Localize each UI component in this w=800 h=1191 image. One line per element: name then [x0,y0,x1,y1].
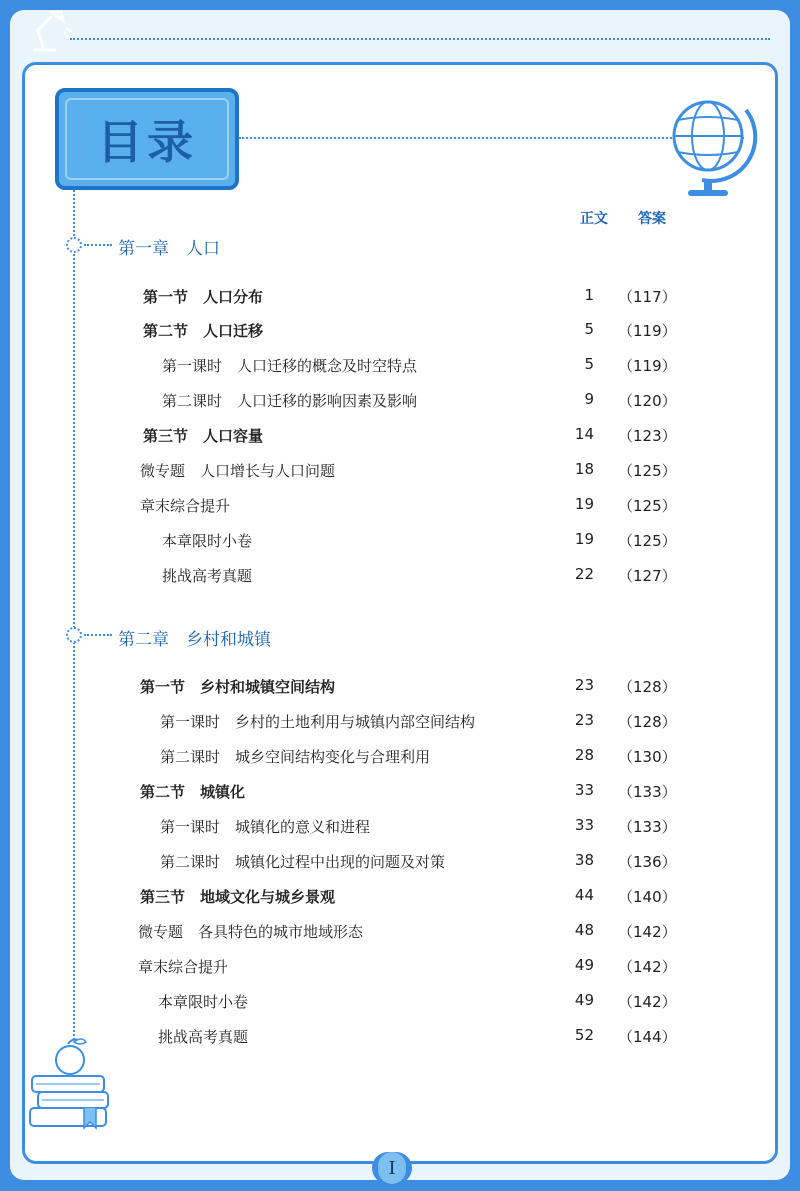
toc-exam[interactable]: 挑战高考真题 [162,567,253,585]
toc-section[interactable]: 第二节 城镇化 [140,783,246,801]
apple-books-icon [22,1036,122,1136]
column-main-header: 正文 [580,211,608,227]
answer-page: （142） [618,923,677,941]
toc-quiz[interactable]: 本章限时小卷 [158,993,249,1011]
page-number: 49 [574,991,594,1009]
page-number: 18 [574,460,594,478]
page-number: 44 [574,886,594,904]
answer-page: （130） [618,748,677,766]
answer-page: （128） [618,713,677,731]
page-title: 目录 [97,115,197,169]
toc-lesson[interactable]: 第一课时 城镇化的意义和进程 [160,818,371,836]
chapter-title[interactable]: 第二章 乡村和城镇 [118,630,271,650]
page-number: 14 [574,425,594,443]
page-number-label: I [378,1152,406,1184]
chapter-title[interactable]: 第一章 人口 [118,239,220,259]
page-number: 22 [574,565,594,583]
toc-exam[interactable]: 挑战高考真题 [158,1028,249,1046]
page-number: 19 [574,495,594,513]
page-number: 48 [574,921,594,939]
toc-section[interactable]: 第一节 人口分布 [143,288,264,306]
page-number: 38 [574,851,594,869]
column-answers-header: 答案 [638,211,666,227]
answer-page: （127） [618,567,677,585]
toc-section[interactable]: 第三节 人口容量 [143,427,264,445]
toc-lesson[interactable]: 第二课时 人口迁移的影响因素及影响 [162,392,418,410]
toc-quiz[interactable]: 本章限时小卷 [162,532,253,550]
answer-page: （128） [618,678,677,696]
lamp-icon [26,6,76,54]
page-number-badge [372,1152,412,1184]
answer-page: （125） [618,462,677,480]
answer-page: （123） [618,427,677,445]
toc-review[interactable]: 章末综合提升 [138,958,229,976]
toc-lesson[interactable]: 第二课时 城乡空间结构变化与合理利用 [160,748,431,766]
answer-page: （119） [618,322,677,340]
answer-page: （133） [618,818,677,836]
toc-review[interactable]: 章末综合提升 [140,497,231,515]
toc-section[interactable]: 第三节 地域文化与城乡景观 [140,888,336,906]
page-number: 52 [574,1026,594,1044]
chapter-2-node [66,627,82,643]
answer-page: （125） [618,497,677,515]
answer-page: （142） [618,993,677,1011]
top-dotted-line [70,38,770,40]
toc-special-topic[interactable]: 微专题 各具特色的城市地域形态 [138,923,364,941]
chapter-1-node [66,237,82,253]
page-number: 19 [574,530,594,548]
toc-lesson[interactable]: 第一课时 乡村的土地利用与城镇内部空间结构 [160,713,476,731]
toc-section[interactable]: 第二节 人口迁移 [143,322,264,340]
page-number: 23 [574,676,594,694]
answer-page: （117） [618,288,677,306]
answer-page: （133） [618,783,677,801]
toc-special-topic[interactable]: 微专题 人口增长与人口问题 [140,462,336,480]
answer-page: （120） [618,392,677,410]
toc-lesson[interactable]: 第一课时 人口迁移的概念及时空特点 [162,357,418,375]
answer-page: （136） [618,853,677,871]
page-number: 33 [574,816,594,834]
answer-page: （144） [618,1028,677,1046]
timeline-spine [73,190,75,1040]
title-box [55,88,239,190]
page-number: 49 [574,956,594,974]
page-number: 23 [574,711,594,729]
page-number: 9 [584,390,594,408]
answer-page: （119） [618,357,677,375]
answer-page: （140） [618,888,677,906]
page-number: 28 [574,746,594,764]
page-number: 5 [584,355,594,373]
chapter-2-dash [84,634,112,636]
answer-page: （142） [618,958,677,976]
page-number: 33 [574,781,594,799]
answer-page: （125） [618,532,677,550]
globe-icon [662,92,758,200]
page-number: 1 [584,286,594,304]
chapter-1-dash [84,244,112,246]
toc-lesson[interactable]: 第二课时 城镇化过程中出现的问题及对策 [160,853,446,871]
toc-section[interactable]: 第一节 乡村和城镇空间结构 [140,678,336,696]
page-number: 5 [584,320,594,338]
